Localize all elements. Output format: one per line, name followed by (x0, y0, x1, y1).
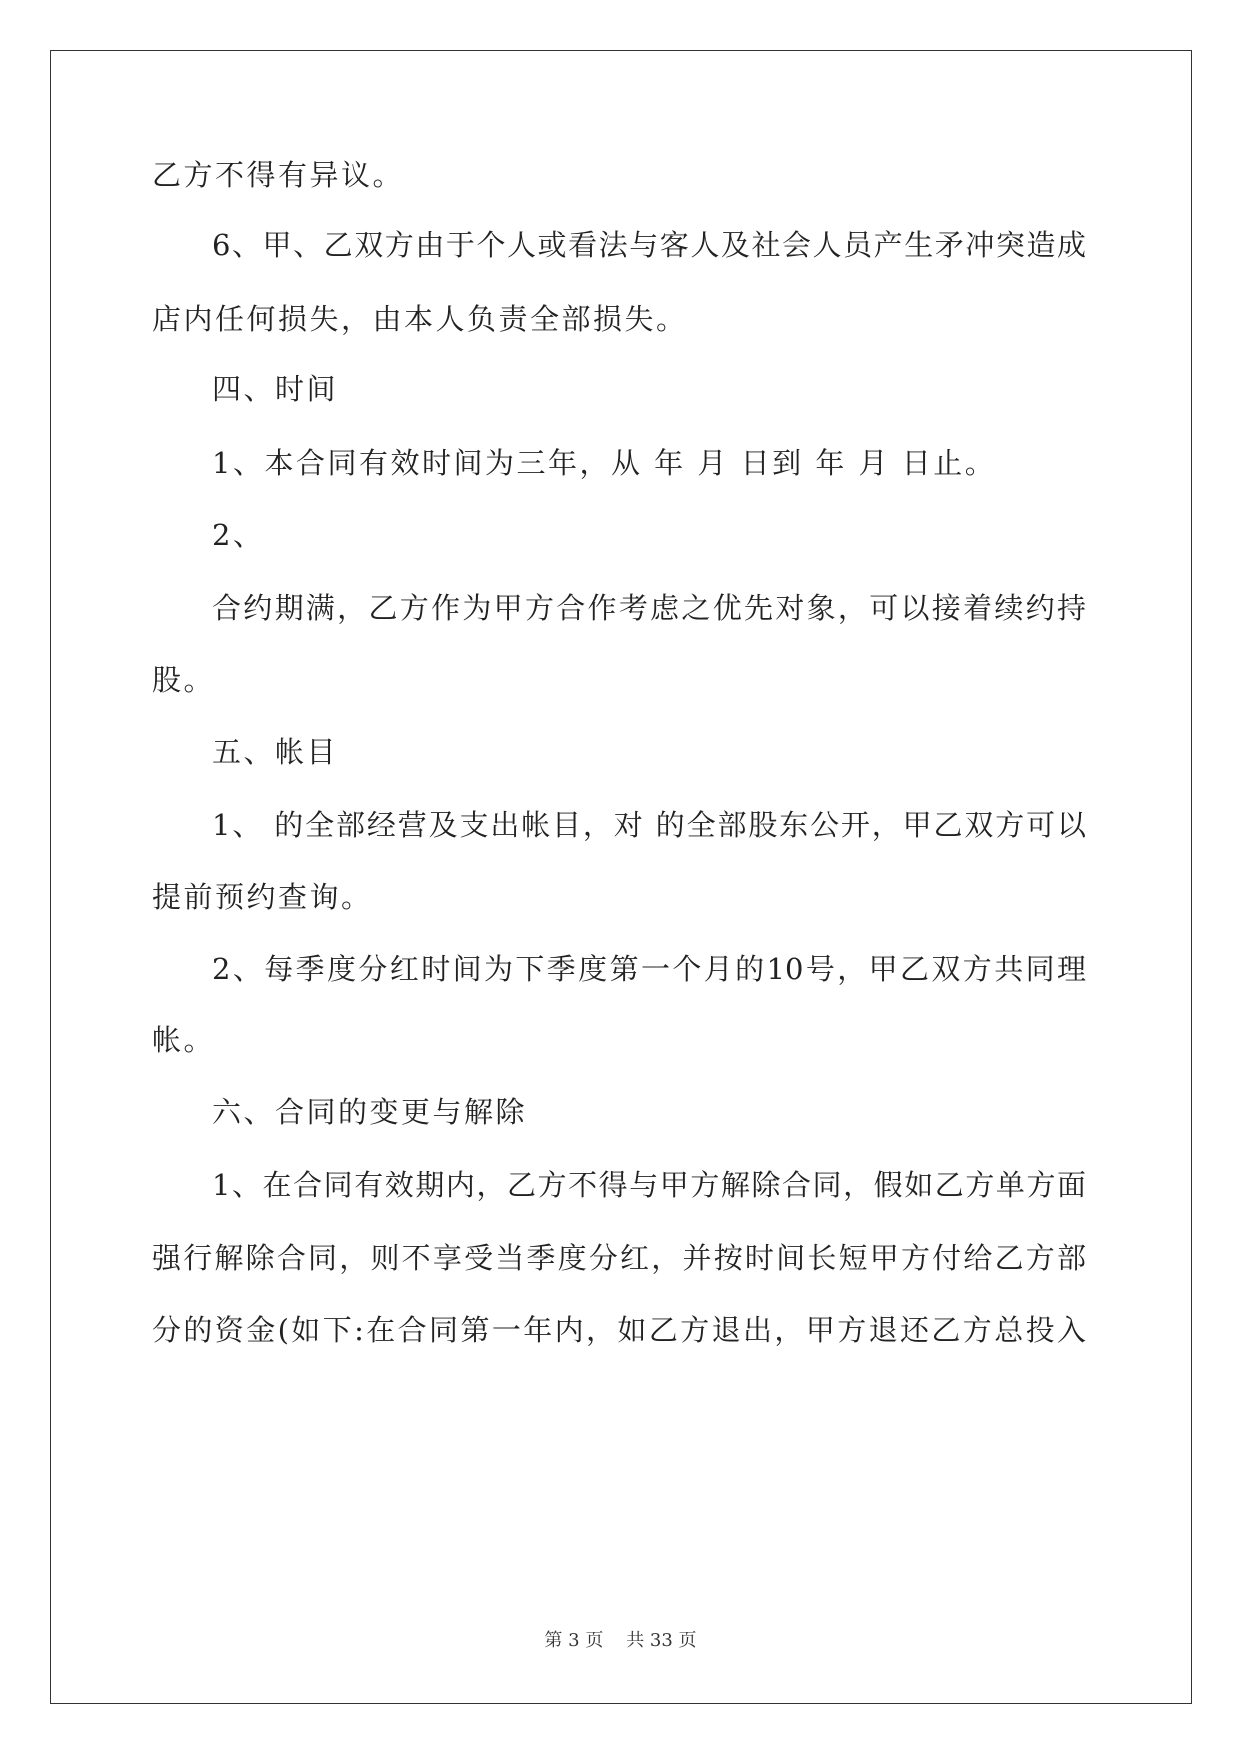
text-line-2: 6、甲、乙双方由于个人或看法与客人及社会人员产生矛冲突造成 (212, 228, 1086, 262)
text-line-11: 提前预约查询。 (152, 880, 373, 914)
text-line-5: 1、本合同有效时间为三年，从 年 月 日到 年 月 日止。 (212, 446, 997, 480)
text-line-10: 1、 的全部经营及支出帐目，对 的全部股东公开，甲乙双方可以 (212, 808, 1086, 842)
page-number-footer: 第 3 页 共 33 页 (544, 1630, 697, 1651)
text-line-8: 股。 (152, 663, 216, 697)
text-line-7: 合约期满，乙方作为甲方合作考虑之优先对象，可以接着续约持 (212, 591, 1086, 625)
section-heading-5: 五、帐目 (212, 735, 339, 769)
text-line-13: 帐。 (152, 1023, 216, 1057)
text-line-12: 2、每季度分红时间为下季度第一个月的10号，甲乙双方共同理 (212, 952, 1086, 986)
text-line-6: 2、 (212, 518, 265, 552)
text-line-16: 强行解除合同，则不享受当季度分红，并按时间长短甲方付给乙方部 (152, 1241, 1086, 1275)
text-line-3: 店内任何损失，由本人负责全部损失。 (152, 302, 688, 336)
text-line-17: 分的资金(如下:在合同第一年内，如乙方退出，甲方退还乙方总投入 (152, 1313, 1086, 1347)
section-heading-6: 六、合同的变更与解除 (212, 1095, 528, 1129)
text-line-1: 乙方不得有异议。 (152, 158, 405, 192)
text-line-15: 1、在合同有效期内，乙方不得与甲方解除合同，假如乙方单方面 (212, 1168, 1086, 1202)
section-heading-4: 四、时间 (212, 372, 339, 406)
